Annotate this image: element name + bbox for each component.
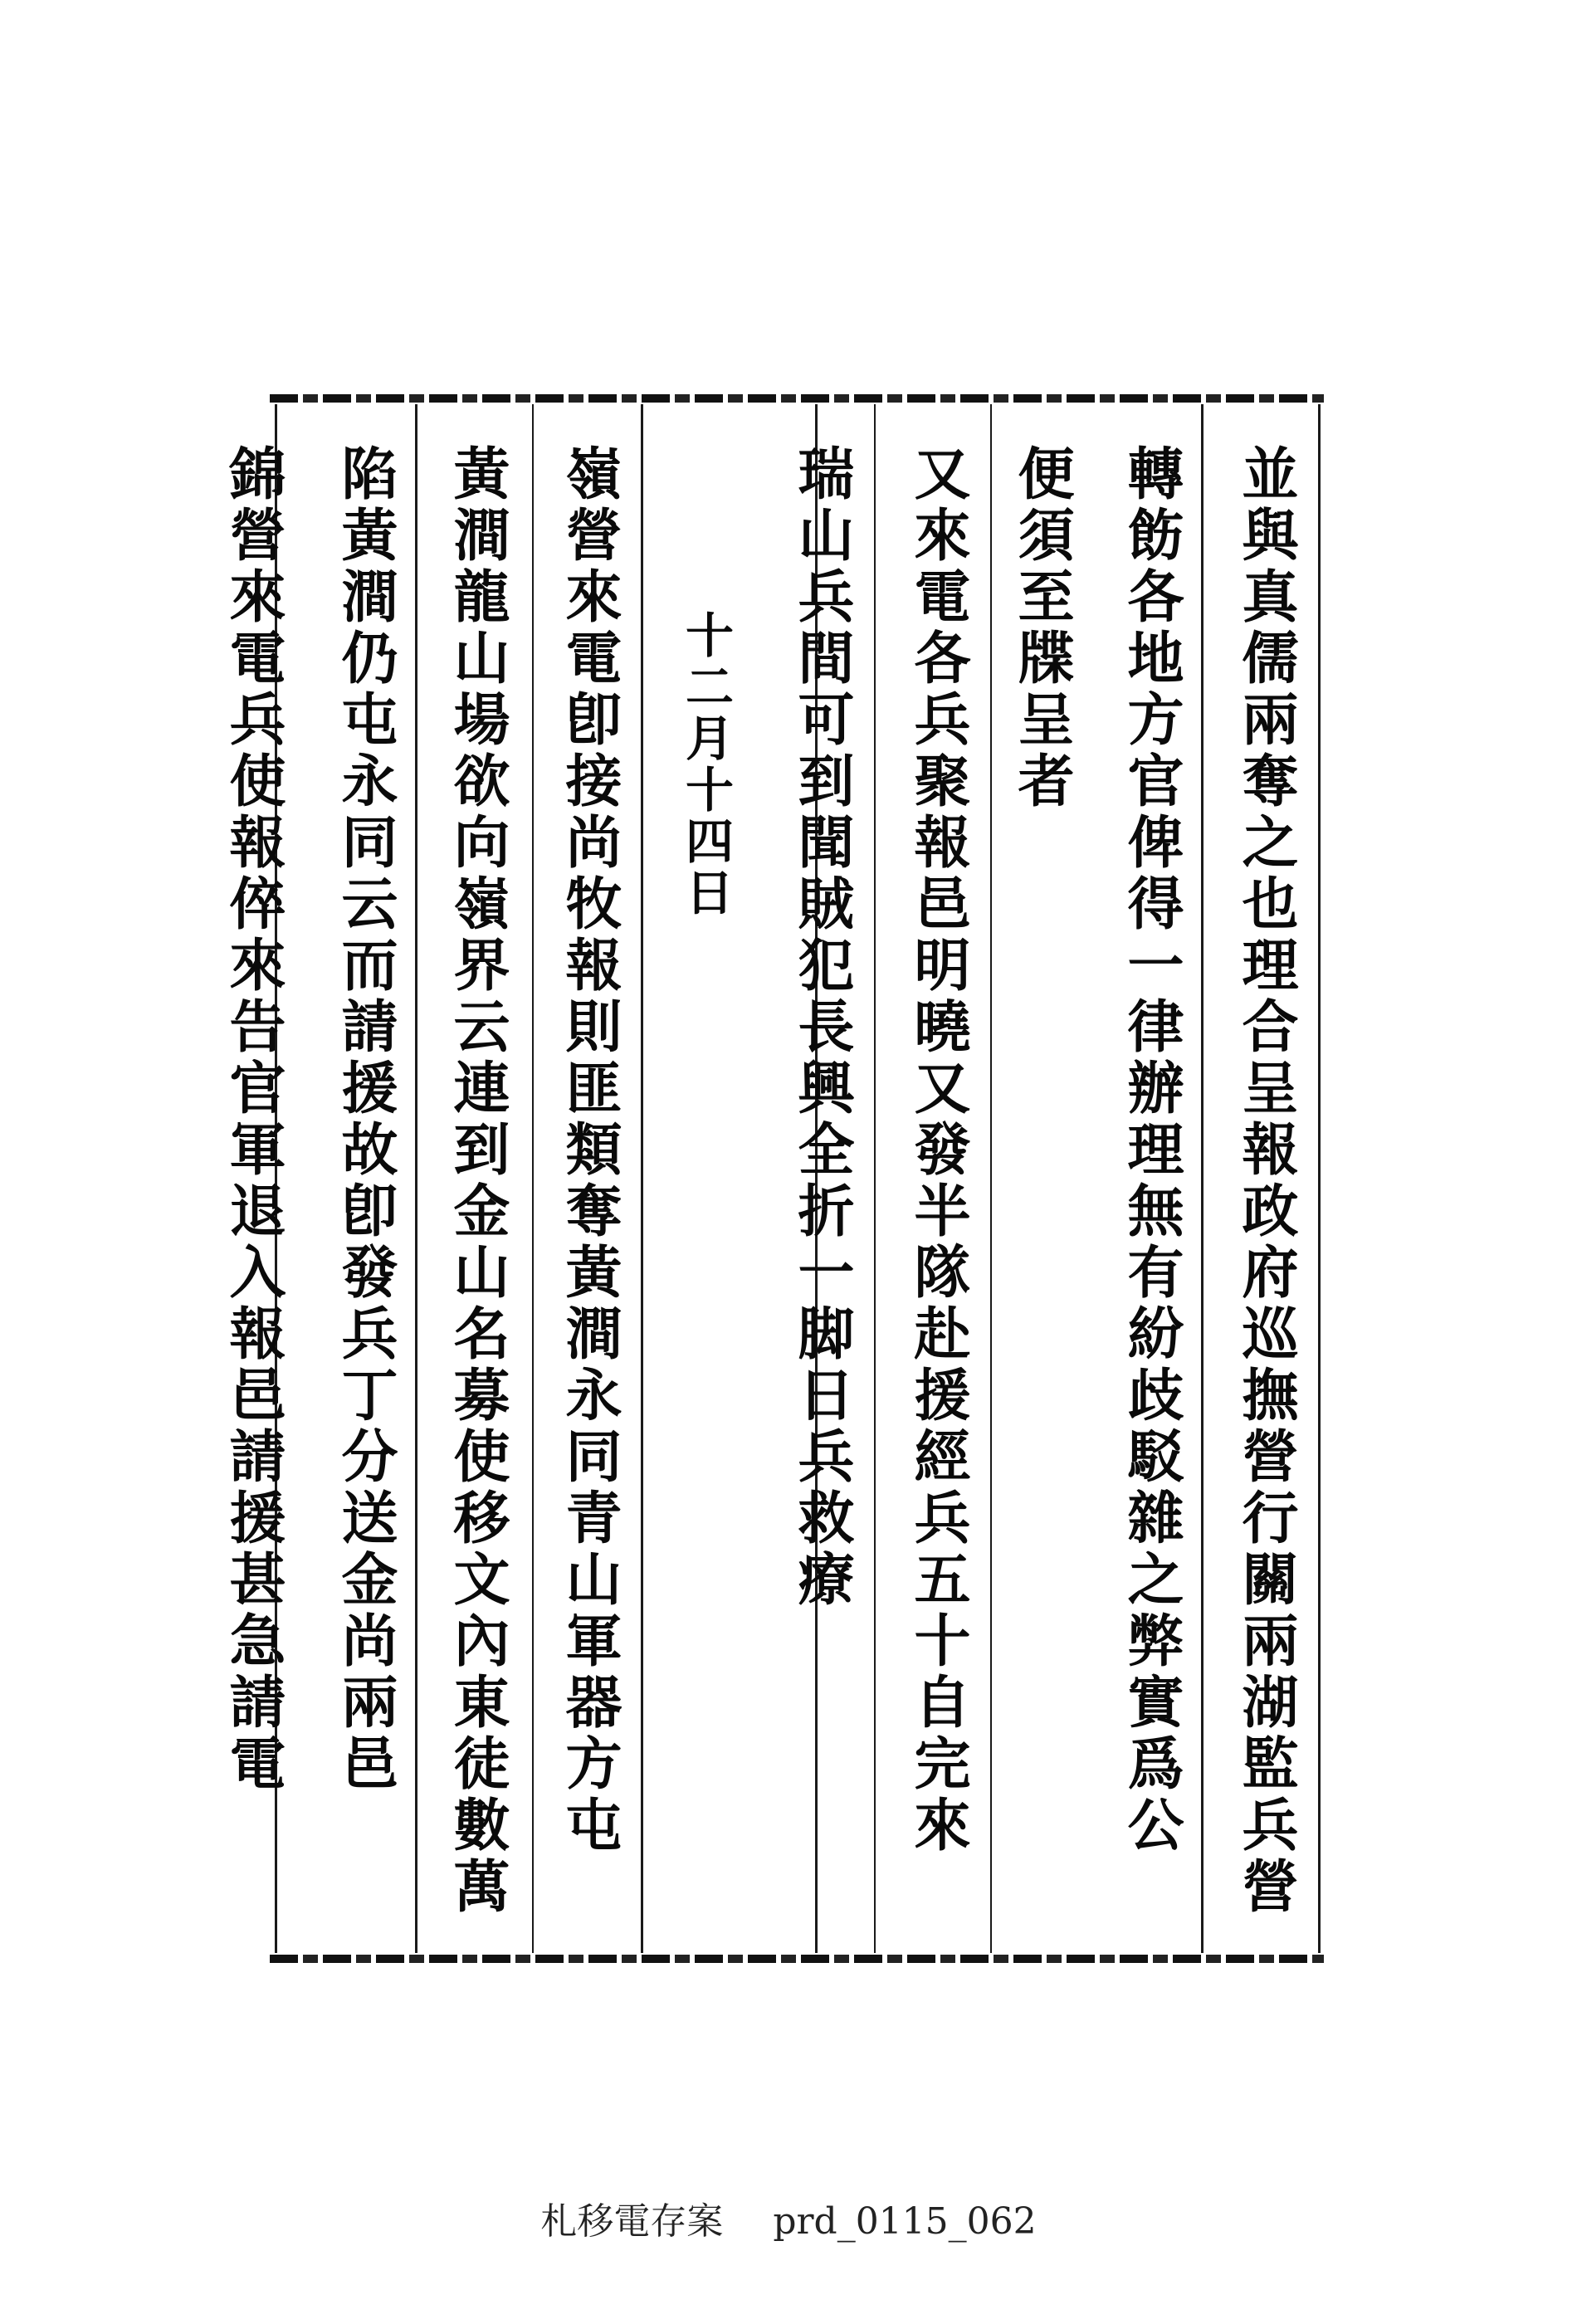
bottom-border xyxy=(270,1955,1324,1963)
right-border xyxy=(1318,404,1321,1953)
column-divider xyxy=(990,404,992,1953)
top-border xyxy=(270,394,1324,403)
column-divider xyxy=(532,404,534,1953)
text-column-7: 嶺營來電卽接尚牧報則匪類奪黃澗永同青山軍器方屯 xyxy=(556,444,622,1857)
text-column-2: 轉飭各地方官俾得一律辦理無有紛歧駁雜之弊實爲公 xyxy=(1118,444,1184,1857)
text-column-1: 並與真儒兩奪之也理合呈報政府巡撫營行關兩湖監兵營 xyxy=(1233,444,1299,1918)
date-column: 十二月十四日 xyxy=(677,610,734,919)
text-column-4: 又來電各兵聚報邑明曉又發半隊赴援經兵五十自完來 xyxy=(905,444,971,1857)
text-column-10: 錦營來電兵使報倅來告官軍退入報邑請援甚急請電 xyxy=(220,444,286,1795)
text-column-3: 便須至牒呈者 xyxy=(1008,444,1075,813)
text-column-8: 黃澗龍山場欲向嶺界云連到金山名募使移文內東徒數萬 xyxy=(444,444,510,1918)
column-divider xyxy=(415,404,417,1953)
footer-code: prd_0115_062 xyxy=(773,2200,1037,2243)
column-divider xyxy=(641,404,643,1953)
column-divider xyxy=(1201,404,1204,1953)
footer-title: 札移電存案 xyxy=(540,2200,724,2243)
column-divider xyxy=(874,404,876,1953)
document-frame xyxy=(220,394,1324,1963)
text-column-9: 陷黃澗仍屯永同云而請援故卽發兵丁分送金尚兩邑 xyxy=(332,444,398,1795)
text-column-5: 瑞山兵間可到聞賊犯長興全折一脚日兵救療 xyxy=(788,444,855,1611)
footer-caption xyxy=(0,2191,1577,2244)
